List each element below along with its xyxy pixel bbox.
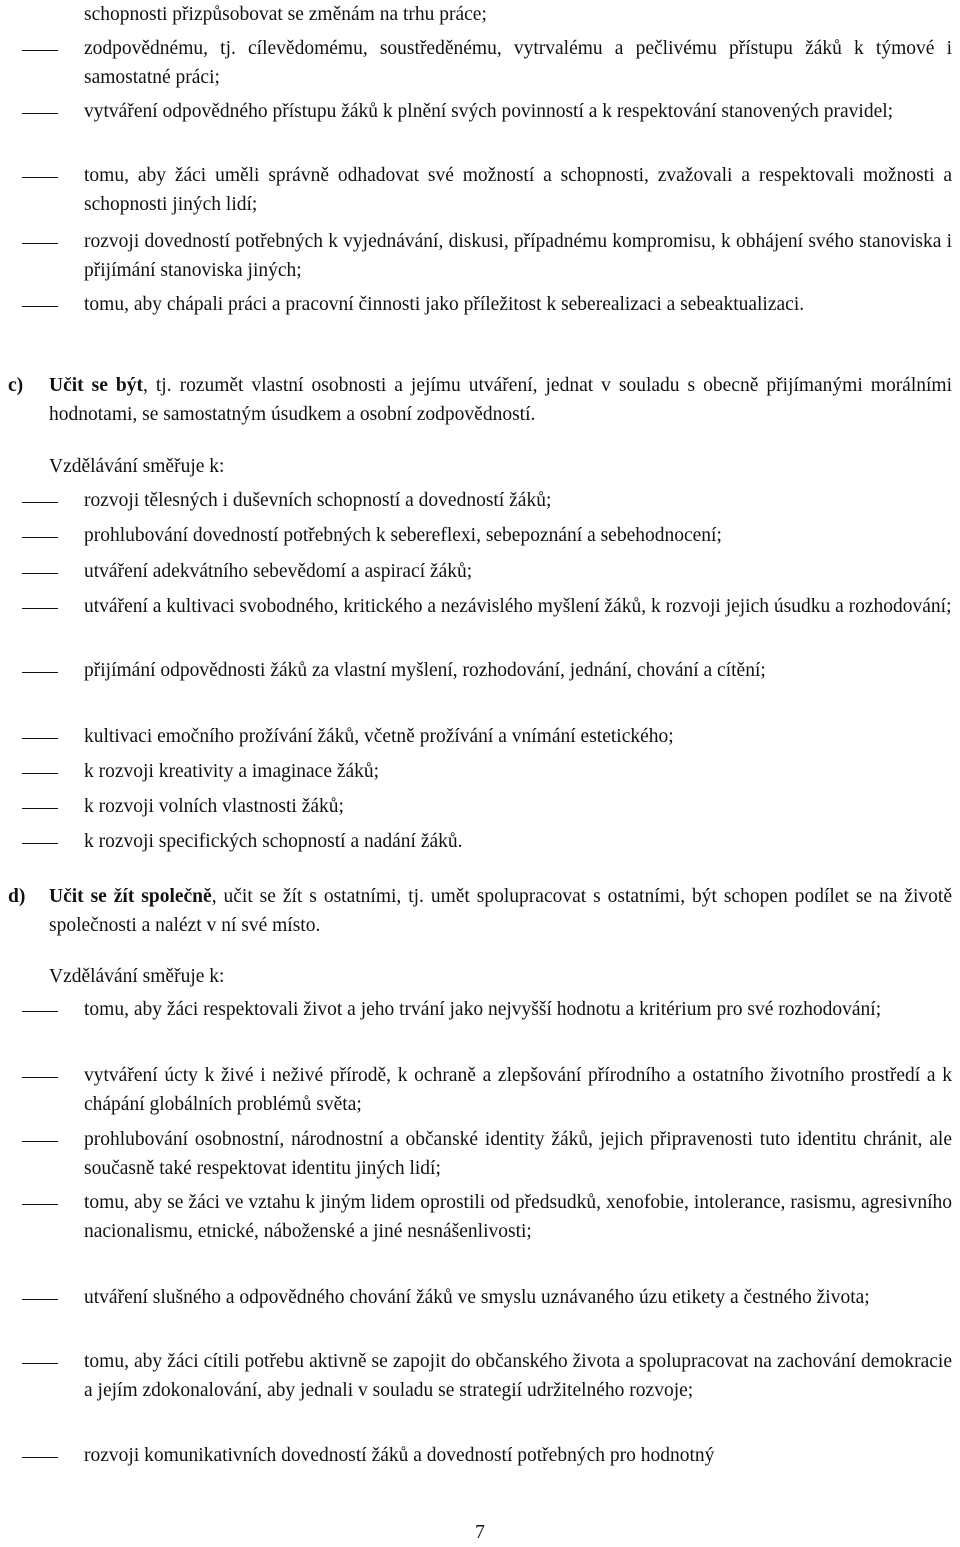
list-item: utváření a kultivaci svobodného, kritického a nezávislého myšlení žáků, k rozvoji jejich úsudku a rozhodování; <box>0 592 960 621</box>
dash-bullet <box>22 1204 58 1205</box>
dash-bullet <box>22 843 58 844</box>
dash-bullet <box>22 1011 58 1012</box>
dash-bullet <box>22 537 58 538</box>
dash-bullet <box>22 113 58 114</box>
list-item: vytváření úcty k živé i neživé přírodě, k ochraně a zlepšování přírodního a ostatního životního prostředí a k chápání globálních problémů světa; <box>0 1061 960 1119</box>
dash-bullet <box>22 177 58 178</box>
section-d-heading: d) Učit se žít společně, učit se žít s ostatními, tj. umět spolupracovat s ostatními, být schopen podílet se na životě společnosti a nalézt v ní své místo. <box>0 882 960 940</box>
list-item: kultivaci emočního prožívání žáků, včetně prožívání a vnímání estetického; <box>0 722 960 751</box>
dash-bullet <box>22 808 58 809</box>
section-letter: d) <box>8 886 26 907</box>
dash-bullet <box>22 738 58 739</box>
list-item: k rozvoji kreativity a imaginace žáků; <box>0 757 960 786</box>
list-item: utváření slušného a odpovědného chování žáků ve smyslu uznávaného úzu etikety a čestného života; <box>0 1283 960 1312</box>
section-c-heading: c) Učit se být, tj. rozumět vlastní osobnosti a jejímu utváření, jednat v souladu s obecně přijímanými morálními hodnotami, se samostatným úsudkem a osobní zodpovědností. <box>0 371 960 429</box>
dash-bullet <box>22 773 58 774</box>
list-item: k rozvoji specifických schopností a nadání žáků. <box>0 827 960 856</box>
dash-bullet <box>22 1077 58 1078</box>
section-title: Učit se žít společně <box>49 886 212 907</box>
dash-bullet <box>22 502 58 503</box>
list-item: tomu, aby se žáci ve vztahu k jiným lidem oprostili od předsudků, xenofobie, intolerance, rasismu, agresivního nacionalismu, etnické, náboženské a jiné nesnášenlivosti; <box>0 1188 960 1246</box>
list-item: utváření adekvátního sebevědomí a aspirací žáků; <box>0 557 960 586</box>
list-item: prohlubování osobnostní, národnostní a občanské identity žáků, jejich připravenosti tuto identitu chránit, ale současně také respektovat identitu jiných lidí; <box>0 1125 960 1183</box>
section-title: Učit se být <box>49 375 143 396</box>
dash-bullet <box>22 1141 58 1142</box>
dash-bullet <box>22 306 58 307</box>
dash-bullet <box>22 1457 58 1458</box>
dash-bullet <box>22 1299 58 1300</box>
list-item: tomu, aby chápali práci a pracovní činnosti jako příležitost k seberealizaci a sebeaktualizaci. <box>0 290 960 319</box>
page-number: 7 <box>475 1522 485 1543</box>
dash-bullet <box>22 672 58 673</box>
section-c-intro: Vzdělávání směřuje k: <box>49 456 225 477</box>
dash-bullet <box>22 608 58 609</box>
list-item: zodpovědnému, tj. cílevědomému, soustředěnému, vytrvalému a pečlivému přístupu žáků k týmové i samostatné práci; <box>0 34 960 92</box>
continuation-line: schopnosti přizpůsobovat se změnám na trhu práce; <box>84 4 487 25</box>
list-item: tomu, aby žáci cítili potřebu aktivně se zapojit do občanského života a spolupracovat na zachování demokracie a jejím zdokonalování, aby jednali v souladu se strategií udržitelného rozvoje; <box>0 1347 960 1405</box>
section-d-intro: Vzdělávání směřuje k: <box>49 966 225 987</box>
list-item: prohlubování dovedností potřebných k sebereflexi, sebepoznání a sebehodnocení; <box>0 521 960 550</box>
dash-bullet <box>22 573 58 574</box>
list-item: rozvoji komunikativních dovedností žáků a dovedností potřebných pro hodnotný <box>0 1441 960 1470</box>
section-letter: c) <box>8 375 24 396</box>
list-item: přijímání odpovědnosti žáků za vlastní myšlení, rozhodování, jednání, chování a cítění; <box>0 656 960 685</box>
list-item: tomu, aby žáci uměli správně odhadovat své možností a schopnosti, zvažovali a respektovali možnosti a schopnosti jiných lidí; <box>0 161 960 219</box>
list-item: tomu, aby žáci respektovali život a jeho trvání jako nejvyšší hodnotu a kritérium pro své rozhodování; <box>0 995 960 1024</box>
dash-bullet <box>22 50 58 51</box>
list-item: k rozvoji volních vlastnosti žáků; <box>0 792 960 821</box>
list-item: vytváření odpovědného přístupu žáků k plnění svých povinností a k respektování stanovených pravidel; <box>0 97 960 126</box>
list-item: rozvoji dovedností potřebných k vyjednávání, diskusi, případnému kompromisu, k obhájení svého stanoviska i přijímání stanoviska jiných; <box>0 227 960 285</box>
dash-bullet <box>22 1363 58 1364</box>
list-item: rozvoji tělesných i duševních schopností a dovedností žáků; <box>0 486 960 515</box>
dash-bullet <box>22 243 58 244</box>
